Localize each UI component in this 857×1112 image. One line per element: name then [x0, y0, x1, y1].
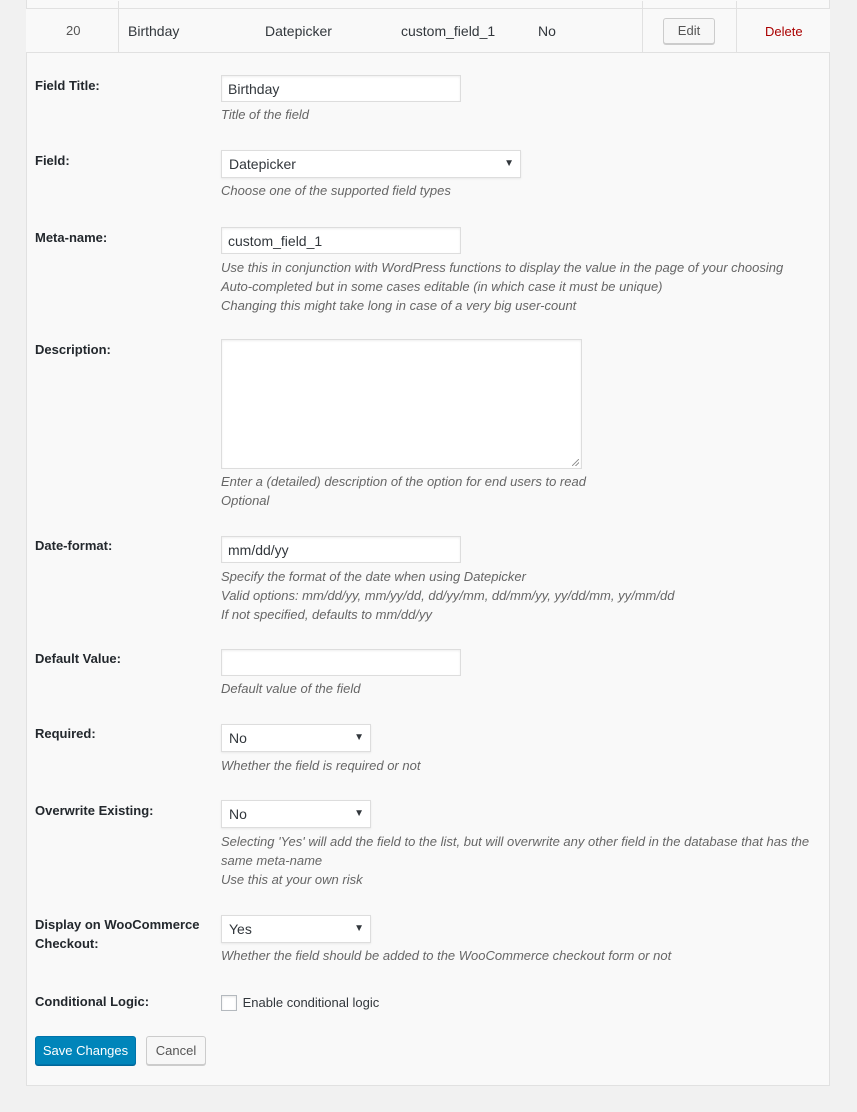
row-id: 20	[66, 23, 81, 38]
field-type-label: Field:	[35, 146, 216, 177]
row-required: No	[538, 23, 556, 39]
required-row	[35, 719, 825, 779]
description-label: Description:	[35, 334, 216, 370]
date-format-desc-1: Specify the format of the date when using Datepicker	[221, 569, 526, 584]
conditional-logic-checkbox-label[interactable]: Enable conditional logic	[242, 995, 380, 1011]
chevron-down-icon: ▼	[354, 923, 364, 934]
field-type-select[interactable]	[221, 150, 521, 178]
field-title-label: Field Title:	[35, 70, 216, 112]
overwrite-existing-select-value: No	[229, 806, 247, 822]
field-type-select-value: Datepicker	[229, 156, 296, 172]
default-value-row	[35, 644, 825, 704]
description-row	[35, 334, 825, 519]
cancel-button[interactable]: Cancel	[146, 1036, 206, 1065]
required-select-value: No	[229, 730, 247, 746]
chevron-down-icon: ▼	[354, 732, 364, 743]
date-format-input[interactable]	[221, 536, 461, 563]
edit-button[interactable]: Edit	[663, 18, 715, 44]
row-meta-name: custom_field_1	[401, 23, 496, 39]
delete-link[interactable]: Delete	[765, 24, 803, 39]
conditional-logic-checkbox[interactable]	[221, 995, 237, 1011]
default-value-label: Default Value:	[35, 644, 216, 675]
woocommerce-checkout-row	[35, 910, 825, 975]
overwrite-existing-desc-2: same meta-name	[221, 853, 323, 868]
required-select[interactable]	[221, 724, 371, 752]
field-title-input[interactable]	[221, 75, 461, 102]
woocommerce-checkout-select[interactable]	[221, 915, 371, 943]
default-value-desc: Default value of the field	[221, 681, 361, 696]
column-divider	[642, 1, 643, 53]
meta-name-row	[35, 222, 825, 322]
required-label: Required:	[35, 719, 216, 750]
row-field-type: Datepicker	[265, 23, 332, 39]
meta-name-label: Meta-name:	[35, 222, 216, 254]
description-desc-1: Enter a (detailed) description of the option for end users to read	[221, 474, 586, 489]
date-format-row	[35, 531, 825, 631]
save-changes-button[interactable]: Save Changes	[35, 1036, 136, 1065]
resize-handle-icon[interactable]	[572, 459, 579, 466]
chevron-down-icon: ▼	[354, 808, 364, 819]
woocommerce-checkout-select-value: Yes	[229, 921, 252, 937]
overwrite-existing-label: Overwrite Existing:	[35, 796, 216, 827]
chevron-down-icon: ▼	[504, 158, 514, 169]
overwrite-existing-desc-1: Selecting 'Yes' will add the field to the list, but will overwrite any other field in the database that has the	[221, 834, 810, 849]
field-title-desc: Title of the field	[221, 107, 310, 122]
column-divider	[118, 1, 119, 53]
description-textarea[interactable]	[221, 339, 582, 469]
conditional-logic-row	[35, 988, 825, 1022]
overwrite-existing-select[interactable]	[221, 800, 371, 828]
table-row	[26, 8, 830, 53]
row-title: Birthday	[128, 23, 180, 39]
required-desc: Whether the field is required or not	[221, 758, 421, 773]
woocommerce-checkout-label: Display on WooCommerce Checkout:	[35, 910, 216, 967]
description-desc-2: Optional	[221, 493, 270, 508]
overwrite-existing-desc-3: Use this at your own risk	[221, 872, 363, 887]
meta-name-input[interactable]	[221, 227, 461, 254]
conditional-logic-label: Conditional Logic:	[35, 988, 216, 1020]
meta-name-desc-3: Changing this might take long in case of a very big user-count	[221, 298, 577, 313]
meta-name-desc-1: Use this in conjunction with WordPress functions to display the value in the page of your choosing	[221, 260, 784, 275]
column-divider	[736, 1, 737, 53]
date-format-desc-2: Valid options: mm/dd/yy, mm/yy/dd, dd/yy/mm, dd/mm/yy, yy/dd/mm, yy/mm/dd	[221, 588, 675, 603]
date-format-label: Date-format:	[35, 531, 216, 562]
field-type-desc: Choose one of the supported field types	[221, 183, 451, 198]
field-type-row	[35, 146, 825, 206]
field-title-row	[35, 70, 825, 130]
default-value-input[interactable]	[221, 649, 461, 676]
date-format-desc-3: If not specified, defaults to mm/dd/yy	[221, 607, 432, 622]
meta-name-desc-2: Auto-completed but in some cases editable (in which case it must be unique)	[221, 279, 663, 294]
overwrite-existing-row	[35, 796, 825, 896]
woocommerce-checkout-desc: Whether the field should be added to the WooCommerce checkout form or not	[221, 948, 672, 963]
